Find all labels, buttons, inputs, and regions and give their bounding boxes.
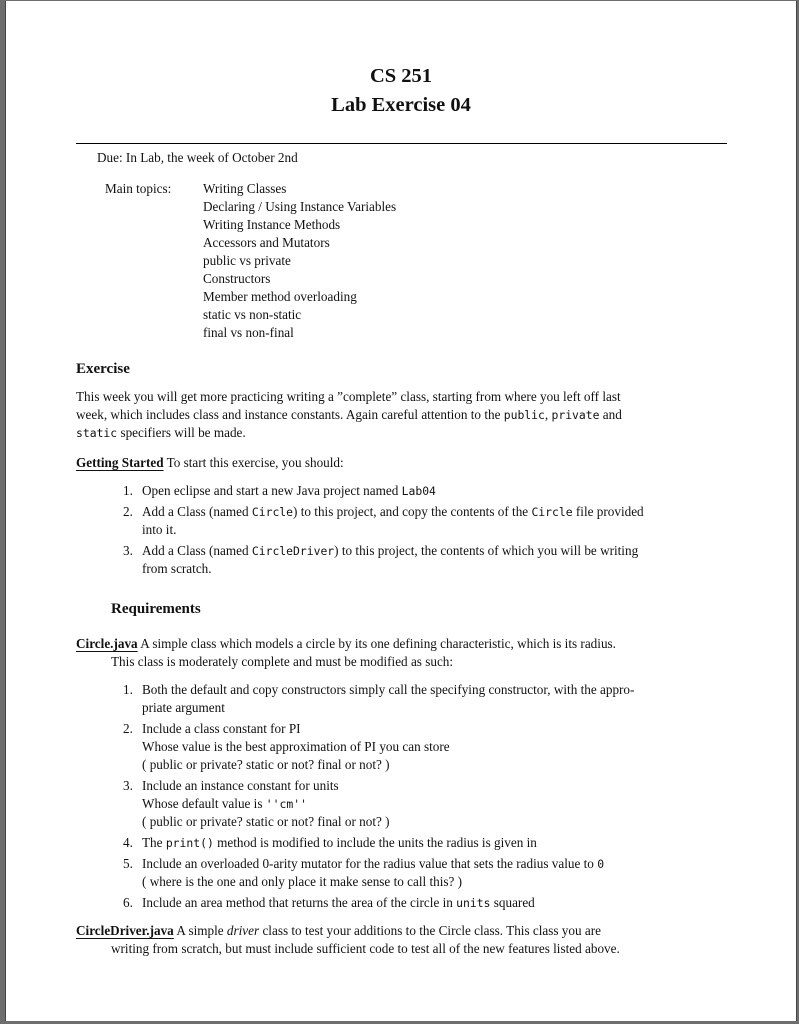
req-5: Include an overloaded 0-arity mutator for the radius value that sets the radius value to 0 bbox=[142, 856, 605, 871]
topics-label: Main topics: bbox=[105, 181, 172, 196]
circle-java-label: Circle.java bbox=[76, 636, 138, 651]
getting-started: Getting Started To start this exercise, you should: bbox=[76, 455, 344, 470]
document-page bbox=[5, 1, 797, 1021]
req-number: 2. bbox=[123, 721, 133, 736]
exercise-line-3: static specifiers will be made. bbox=[76, 425, 246, 440]
topic-item: public vs private bbox=[203, 253, 291, 268]
step-number: 3. bbox=[123, 543, 133, 558]
req-5-b: ( where is the one and only place it make sense to call this? ) bbox=[142, 874, 463, 889]
step-3: Add a Class (named CircleDriver) to this project, the contents of which you will be writing bbox=[142, 543, 639, 558]
requirements-heading: Requirements bbox=[111, 601, 201, 617]
req-2: Include a class constant for PI bbox=[142, 721, 301, 736]
topic-item: static vs non-static bbox=[203, 307, 302, 322]
req-number: 1. bbox=[123, 682, 133, 697]
step-number: 2. bbox=[123, 504, 133, 519]
topic-item: Constructors bbox=[203, 271, 271, 286]
req-number: 4. bbox=[123, 835, 133, 850]
step-1: Open eclipse and start a new Java project named Lab04 bbox=[142, 483, 436, 498]
topic-item: Writing Instance Methods bbox=[203, 217, 341, 232]
circle-driver-desc-2: writing from scratch, but must include sufficient code to test all of the new features listed above. bbox=[111, 941, 620, 956]
course-title: CS 251 bbox=[369, 65, 433, 87]
getting-started-label: Getting Started bbox=[76, 455, 164, 470]
req-3: Include an instance constant for units bbox=[142, 778, 339, 793]
req-3-b: Whose default value is ''cm'' bbox=[142, 796, 307, 811]
topic-item: Accessors and Mutators bbox=[203, 235, 330, 250]
due-line: Due: In Lab, the week of October 2nd bbox=[97, 150, 298, 165]
step-3-cont: from scratch. bbox=[142, 561, 212, 576]
code-private: private bbox=[551, 408, 600, 422]
step-2: Add a Class (named Circle) to this project, and copy the contents of the Circle file provided bbox=[142, 504, 644, 519]
req-3-c: ( public or private? static or not? final or not? ) bbox=[142, 814, 390, 829]
code-static: static bbox=[76, 426, 118, 440]
title-rule bbox=[76, 143, 727, 144]
req-6: Include an area method that returns the area of the circle in units squared bbox=[142, 895, 535, 910]
req-4: The print() method is modified to include the units the radius is given in bbox=[142, 835, 537, 850]
req-number: 3. bbox=[123, 778, 133, 793]
circle-driver-label: CircleDriver.java bbox=[76, 923, 174, 938]
req-2-b: Whose value is the best approximation of PI you can store bbox=[142, 739, 450, 754]
step-2-cont: into it. bbox=[142, 522, 177, 537]
req-1-cont: priate argument bbox=[142, 700, 225, 715]
topic-item: Declaring / Using Instance Variables bbox=[203, 199, 397, 214]
circle-java-desc: Circle.java A simple class which models a circle by its one defining characteristic, which is its radius. bbox=[76, 636, 616, 651]
topic-item: final vs non-final bbox=[203, 325, 294, 340]
exercise-heading: Exercise bbox=[76, 361, 130, 377]
req-number: 6. bbox=[123, 895, 133, 910]
step-number: 1. bbox=[123, 483, 133, 498]
topic-item: Writing Classes bbox=[203, 181, 287, 196]
req-2-c: ( public or private? static or not? final or not? ) bbox=[142, 757, 390, 772]
lab-title: Lab Exercise 04 bbox=[331, 94, 471, 116]
circle-driver-desc: CircleDriver.java A simple driver class to test your additions to the Circle class. This class you are bbox=[76, 923, 601, 938]
req-1: Both the default and copy constructors simply call the specifying constructor, with the appro- bbox=[142, 682, 635, 697]
exercise-line-2: week, which includes class and instance constants. Again careful attention to the public, private and bbox=[76, 407, 622, 422]
topic-item: Member method overloading bbox=[203, 289, 357, 304]
req-number: 5. bbox=[123, 856, 133, 871]
circle-java-desc-2: This class is moderately complete and must be modified as such: bbox=[111, 654, 454, 669]
exercise-line-1: This week you will get more practicing writing a ”complete” class, starting from where you left off last bbox=[76, 389, 621, 404]
code-public: public bbox=[503, 408, 545, 422]
